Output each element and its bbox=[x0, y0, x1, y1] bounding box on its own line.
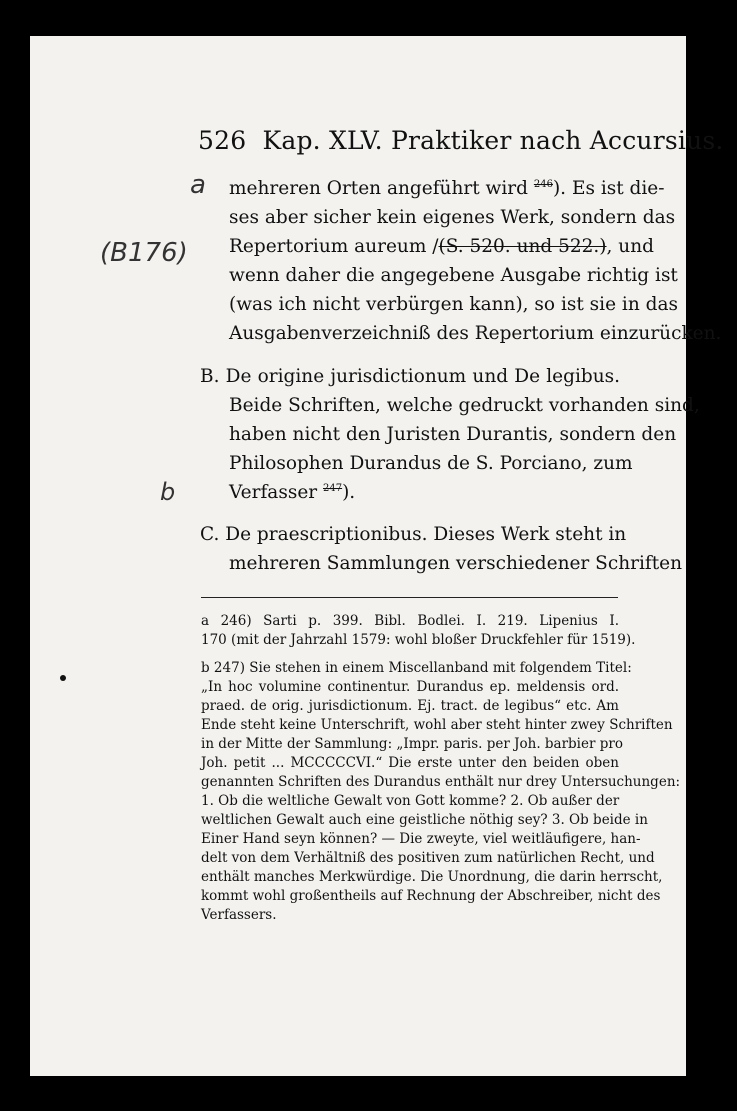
section-heading-b: B. De origine jurisdictionum und De legibus. bbox=[200, 366, 620, 387]
line-text: Verfasser bbox=[229, 482, 323, 503]
footnote-line: kommt wohl großentheils auf Rechnung der Abschreiber, nicht des bbox=[201, 888, 661, 904]
body-line bbox=[229, 236, 654, 257]
footnote-rule bbox=[201, 597, 618, 598]
body-line: (was ich nicht verbürgen kann), so ist sie in das bbox=[229, 294, 678, 315]
body-line bbox=[229, 178, 665, 199]
footnote-line: Joh. petit ... MCCCCCVI.“ Die erste unter den beiden oben bbox=[201, 755, 619, 771]
struck-text: (S. 520. und 522.) bbox=[438, 236, 607, 257]
footnote-line: 1. Ob die weltliche Gewalt von Gott komme? 2. Ob außer der bbox=[201, 793, 620, 809]
margin-note-b: b bbox=[160, 478, 176, 506]
footnote-line: weltlichen Gewalt auch eine geistliche nöthig sey? 3. Ob beide in bbox=[201, 812, 648, 828]
chapter-title: Kap. XLV. Praktiker nach Accursius. bbox=[262, 126, 724, 155]
line-text: mehreren Orten angeführt wird bbox=[229, 178, 534, 199]
footnote-line: b 247) Sie stehen in einem Miscellanband mit folgendem Titel: bbox=[201, 660, 632, 676]
footnote-line: enthält manches Merkwürdige. Die Unordnung, die darin herrscht, bbox=[201, 869, 663, 885]
footnote-line: a 246) Sarti p. 399. Bibl. Bodlei. I. 219. Lipenius I. bbox=[201, 613, 619, 629]
footnote-line: genannten Schriften des Durandus enthält nur drey Untersuchungen: bbox=[201, 774, 681, 790]
body-line: mehreren Sammlungen verschiedener Schriften bbox=[229, 553, 683, 574]
body-line: Philosophen Durandus de S. Porciano, zum bbox=[229, 453, 633, 474]
body-line: haben nicht den Juristen Durantis, sondern den bbox=[229, 424, 677, 445]
line-text: ). Es ist die- bbox=[552, 178, 665, 199]
footnote-line: in der Mitte der Sammlung: „Impr. paris. per Joh. barbier pro bbox=[201, 736, 623, 752]
line-text: , und bbox=[606, 236, 654, 257]
body-line: Ausgabenverzeichniß des Repertorium einzurücken. bbox=[229, 323, 722, 344]
footnote-ref: 247 bbox=[323, 482, 343, 494]
body-line bbox=[229, 482, 619, 503]
footnote-line: praed. de orig. jurisdictionum. Ej. tract. de legibus“ etc. Am bbox=[201, 698, 619, 714]
footnote-line: „In hoc volumine continentur. Durandus ep. meldensis ord. bbox=[201, 679, 619, 695]
footnote-line: Einer Hand seyn können? — Die zweyte, viel weitläufigere, han- bbox=[201, 831, 641, 847]
footnote-line: Ende steht keine Unterschrift, wohl aber steht hinter zwey Schriften bbox=[201, 717, 673, 733]
footnote-line: 170 (mit der Jahrzahl 1579: wohl bloßer Druckfehler für 1519). bbox=[201, 632, 636, 648]
margin-dot bbox=[60, 675, 66, 681]
body-line: Beide Schriften, welche gedruckt vorhanden sind, bbox=[229, 395, 700, 416]
margin-note-call-number: (B176) bbox=[100, 238, 188, 268]
page-number: 526 bbox=[198, 126, 247, 155]
page-header bbox=[198, 126, 724, 155]
line-text: ). bbox=[342, 482, 356, 503]
body-line: ses aber sicher kein eigenes Werk, sondern das bbox=[229, 207, 676, 228]
body-line: wenn daher die angegebene Ausgabe richtig ist bbox=[229, 265, 678, 286]
footnote-line: Verfassers. bbox=[201, 907, 277, 923]
line-text: Repertorium aureum / bbox=[229, 236, 439, 257]
footnote-line: delt von dem Verhältniß des positiven zum natürlichen Recht, und bbox=[201, 850, 655, 866]
margin-note-a: a bbox=[190, 170, 206, 200]
section-heading-c: C. De praescriptionibus. Dieses Werk steht in bbox=[200, 524, 627, 545]
footnote-ref: 246 bbox=[533, 178, 553, 190]
